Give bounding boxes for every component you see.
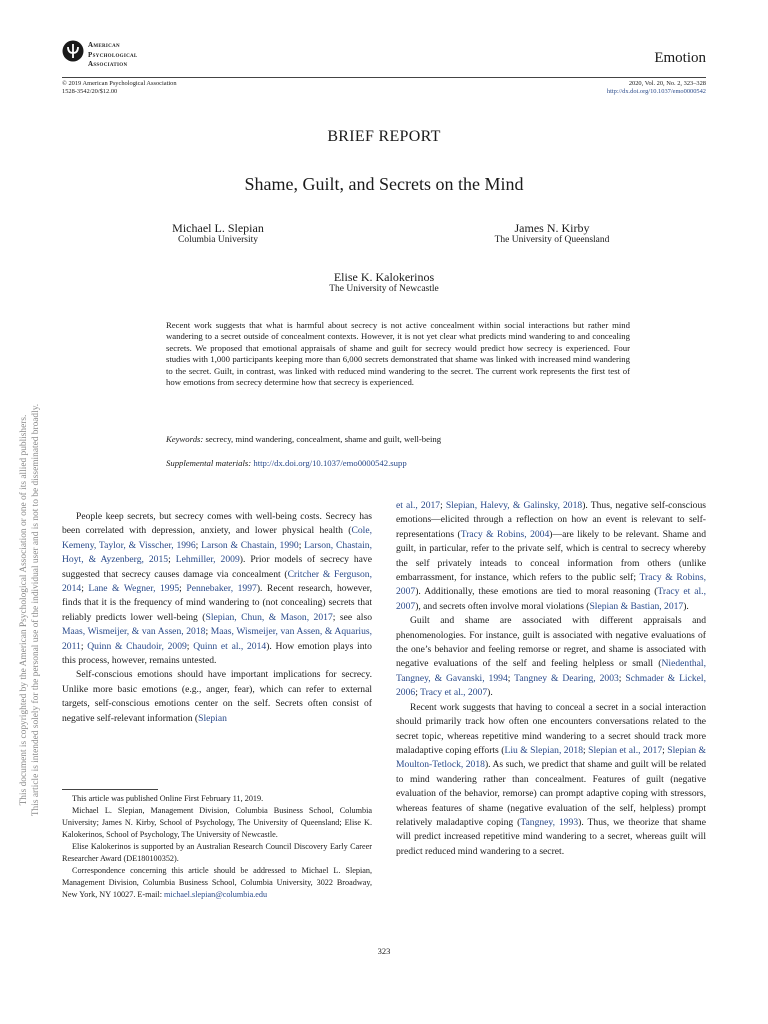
citation-link[interactable]: Tangney, 1993 — [520, 816, 579, 828]
header-rule — [62, 77, 706, 78]
article-title: Shame, Guilt, and Secrets on the Mind — [244, 174, 524, 194]
author-2 — [452, 222, 652, 246]
paragraph: Guilt and shame are associated with different appraisals and phenomenologies. For instance, guilt is associated with negative evaluations of the one’s behavior and feeling remorse or regret, and shame is associated with negative evaluations of the self and feeling helpless or small (Niedenthal, Tangney, & Gavanski, 1994; Tangney & Dearing, 2003; Schmader & Lickel, 2006; Tracy et al., 2007). — [396, 615, 706, 699]
copyright-block — [62, 80, 177, 96]
author-affiliation: The University of Newcastle — [329, 284, 439, 294]
copyright: © 2019 American Psychological Association — [62, 80, 177, 87]
supplemental-link[interactable]: http://dx.doi.org/10.1037/emo0000542.supp — [253, 458, 407, 468]
citation-link[interactable]: Niedenthal, Tangney, & Gavanski, 1994 — [396, 658, 706, 684]
keywords-text: secrecy, mind wandering, concealment, shame and guilt, well-being — [205, 434, 442, 444]
citation-link[interactable]: Slepian — [198, 712, 227, 724]
citation-link[interactable]: Tracy & Robins, 2007 — [396, 572, 706, 598]
citation-link[interactable]: Slepian et al., 2017 — [588, 744, 663, 756]
citation-link[interactable]: Larson, Chastain, Hoyt, & Ayzenberg, 2015 — [62, 539, 372, 566]
author-1 — [118, 222, 318, 246]
page-number: 323 — [377, 946, 391, 956]
doi-link[interactable]: http://dx.doi.org/10.1037/emo0000542 — [606, 88, 706, 96]
apa-logo — [62, 40, 212, 72]
citation-link[interactable]: Pennebaker, 1997 — [186, 583, 257, 595]
issn: 1528-3542/20/$12.00 — [62, 88, 118, 96]
footnote-rule — [62, 789, 158, 790]
citation-link[interactable]: Slepian, Chun, & Mason, 2017 — [205, 611, 333, 623]
citation-link[interactable]: Slepian & Bastian, 2017 — [589, 600, 684, 612]
paragraph: et al., 2017; Slepian, Halevy, & Galinsky, 2018). Thus, negative self-conscious emotions—elicited through a reflection on how an event is relevant to self-representations (Tracy & Robins, 2004)—are likely to be relevant. Shame and guilt, in particular, refer to the private self, which is central to secrecy whereby the self privately inteads to conceal information from others (unlike embarrassment, for instance, which refers to the public self; Tracy & Robins, 2007). Additionally, these emotions are tied to moral reasoning (Tracy et al., 2007), and secrets often involve moral violations (Slepian & Bastian, 2017). — [396, 500, 706, 612]
author-3 — [284, 271, 484, 295]
citation-block — [607, 80, 706, 96]
citation-link[interactable]: Schmader & Lickel, 2006 — [396, 672, 706, 699]
footnote: Correspondence concerning this article should be addressed to Michael L. Slepian, Management Division, Columbia Business School, Columbia University, 3022 Broadway, New York, NY 10027. E-mail: michael.slepian@columbia.edu — [62, 866, 372, 899]
left-column — [62, 510, 372, 726]
author-name: Elise K. Kalokerinos — [333, 270, 435, 284]
citation-link[interactable]: et al., 2017 — [396, 500, 441, 511]
paragraph: People keep secrets, but secrecy comes with well-being costs. Secrecy has been correlated with depression, anxiety, and lower physical health (Cole, Kemeny, Taylor, & Visscher, 1996; Larson & Chastain, 1990; Larson, Chastain, Hoyt, & Ayzenberg, 2015; Lehmiller, 2009). Prior models of secrecy have suggested that secrecy causes damage via concealment (Critcher & Ferguson, 2014; Lane & Wegner, 1995; Pennebaker, 1997). Recent research, however, finds that it is the frequency of mind wandering to (not concealing) secrets that reliably predicts lower well-being (Slepian, Chun, & Mason, 2017; see also Maas, Wismeijer, & van Assen, 2018; Maas, Wismeijer, van Assen, & Aquarius, 2011; Quinn & Chaudoir, 2009; Quinn et al., 2014). How emotion plays into this process, however, remains untested. — [62, 511, 372, 667]
journal-name: Emotion — [654, 50, 706, 66]
keywords-label: Keywords: — [166, 434, 204, 444]
citation-link[interactable]: Maas, Wismeijer, & van Assen, 2018 — [62, 626, 206, 638]
citation-link[interactable]: Liu & Slepian, 2018 — [504, 744, 583, 756]
side-notice-line: This article is intended solely for the personal use of the individual user and is not to be disseminated broadly. — [31, 403, 42, 817]
report-type: BRIEF REPORT — [327, 128, 441, 145]
footnotes — [62, 793, 372, 901]
citation-link[interactable]: Larson & Chastain, 1990 — [201, 539, 299, 551]
citation-link[interactable]: Slepian, Halevy, & Galinsky, 2018 — [445, 500, 583, 511]
keywords — [166, 434, 630, 444]
author-affiliation: Columbia University — [178, 235, 258, 245]
citation-link[interactable]: Quinn et al., 2014 — [193, 640, 267, 652]
paragraph: Recent work suggests that having to conceal a secret in a social interaction should primarily track how often one encounters conversations related to the secret topic, whereas repetitive mind wandering to a secret should track more maladaptive coping efforts (Liu & Slepian, 2018; Slepian et al., 2017; Slepian & Moulton-Tetlock, 2018). As such, we predict that shame and guilt will be related to mind wandering rather than concealment. Features of guilt (negative evaluation of the behavior, remorse) can prompt adaptive coping with stressors, whereas features of shame (negative evaluation of the self, helpless) prompt relatively maladaptive coping (Tangney, 1993). Thus, we theorize that shame will predict increased repetitive mind wandering to a secret, whereas guilt will predict reduced mind wandering to a secret. — [396, 701, 707, 857]
citation-link[interactable]: Tracy & Robins, 2004 — [460, 528, 550, 540]
paragraph: Self-conscious emotions should have important implications for secrecy. Unlike more basic emotions (e.g., anger, fear), which can refer to external targets, self-conscious emotions center on the self. Secrets often consist of negative self-relevant information (Slepian — [62, 669, 372, 724]
supplemental-materials — [166, 458, 630, 468]
logo-text: American Psychological Association — [88, 41, 138, 69]
author-affiliation: The University of Queensland — [494, 235, 610, 245]
abstract: Recent work suggests that what is harmful about secrecy is not active concealment within social interactions but rather mind wandering to a secret outside of concealment contexts. However, it is not yet clear what predicts mind wandering to and concealing secrets. We proposed that emotional appraisals of shame and guilt for secrecy would predict how secrecy is experienced. Four studies with 1,000 participants keeping more than 6,000 secrets demonstrated that shame was linked with increased mind wandering to the secret. Guilt, in contrast, was linked with reduced mind wandering to the secret. The current work represents the first test of how emotions from secrecy determine how that secrecy is experienced. — [166, 320, 630, 388]
copyright-side-notice — [18, 260, 42, 960]
citation-link[interactable]: Tangney & Dearing, 2003 — [514, 672, 619, 684]
apa-psi-icon — [62, 40, 84, 62]
citation-link[interactable]: michael.slepian@columbia.edu — [164, 890, 268, 899]
citation-link[interactable]: Lane & Wegner, 1995 — [88, 583, 180, 595]
footnote: Elise Kalokerinos is supported by an Australian Research Council Discovery Early Career Researcher Award (DE180100352). — [62, 842, 372, 863]
citation: 2020, Vol. 20, No. 2, 323–328 — [628, 80, 706, 87]
citation-link[interactable]: Lehmiller, 2009 — [175, 554, 240, 566]
author-name: James N. Kirby — [514, 221, 590, 235]
citation-link[interactable]: Tracy et al., 2007 — [396, 586, 706, 612]
footnote: Michael L. Slepian, Management Division, Columbia Business School, Columbia University; James N. Kirby, School of Psychology, The University of Queensland; Elise K. Kalokerinos, School of Psychology, The University of Newcastle. — [62, 806, 372, 839]
citation-link[interactable]: Quinn & Chaudoir, 2009 — [87, 640, 187, 652]
supplemental-label: Supplemental materials: — [166, 458, 252, 468]
footnote: This article was published Online First February 11, 2019. — [72, 794, 264, 803]
citation-link[interactable]: Tracy et al., 2007 — [420, 687, 488, 699]
author-name: Michael L. Slepian — [172, 221, 264, 235]
citation-link[interactable]: Maas, Wismeijer, van Assen, & Aquarius, 2011 — [62, 626, 372, 652]
citation-link[interactable]: Slepian & Moulton-Tetlock, 2018 — [396, 744, 707, 771]
side-notice-line: This document is copyrighted by the American Psychological Association or one of its allied publishers. — [19, 414, 29, 806]
right-column — [396, 499, 706, 859]
citation-link[interactable]: Critcher & Ferguson, 2014 — [62, 568, 372, 595]
citation-link[interactable]: Cole, Kemeny, Taylor, & Visscher, 1996 — [62, 525, 372, 551]
